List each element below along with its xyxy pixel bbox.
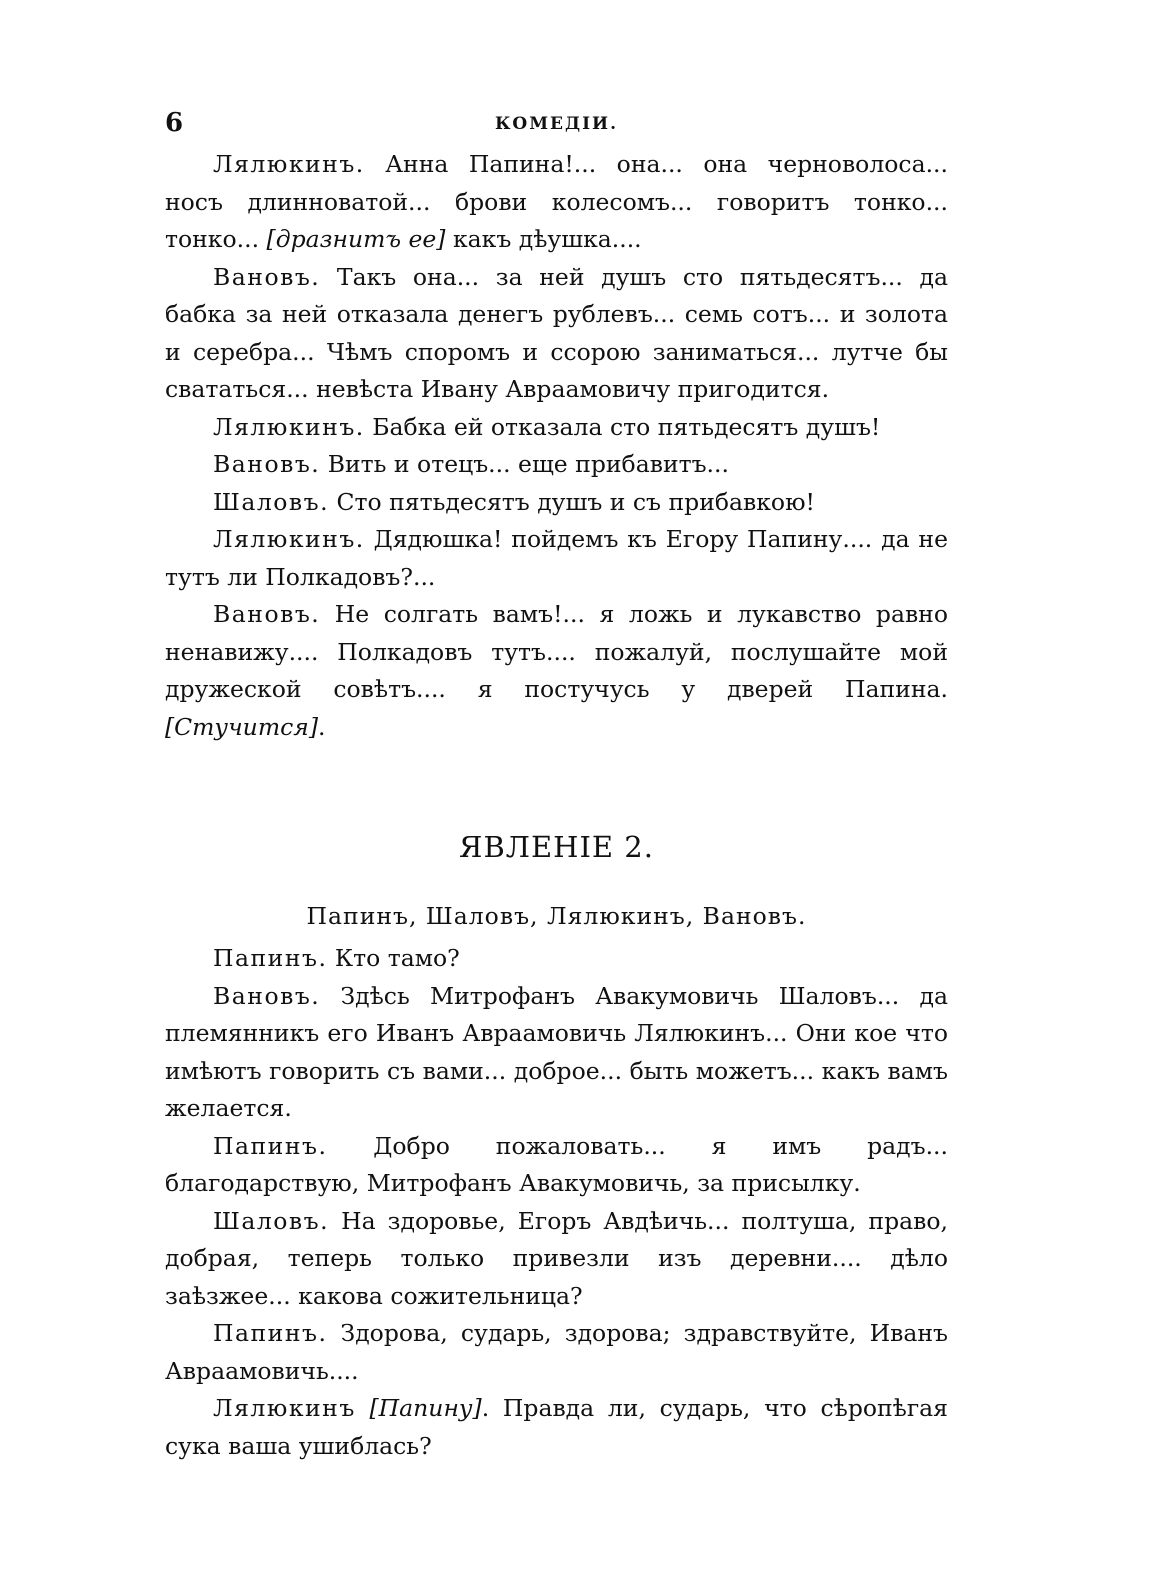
speaker-name: Шаловъ. (213, 1206, 330, 1235)
running-title: КОМЕДІИ. (494, 114, 619, 134)
line-text-continued: . (318, 712, 326, 741)
line-text: Кто тамо? (327, 944, 460, 972)
dialogue-line (165, 484, 948, 522)
speaker-name: Шаловъ. (213, 487, 330, 516)
stage-direction: [Папину] (369, 1394, 482, 1422)
scene-2-dialogue (165, 940, 948, 1465)
speaker-name: Папинъ. (213, 1319, 328, 1347)
speaker-name: Лялюкинъ (213, 1394, 356, 1422)
line-text-continued: . Правда ли, сударь, что сѣропѣгая сука ваша ушиблась? (165, 1394, 948, 1460)
dialogue-line (165, 409, 948, 447)
line-text: Анна Папина!... она... она черноволоса... носъ длинноватой... брови колесомъ... говоритъ тонко... тонко... (165, 150, 948, 253)
dialogue-line (165, 596, 948, 746)
line-text (356, 1394, 370, 1422)
speaker-name: Вановъ. (213, 262, 321, 291)
page-header (165, 100, 948, 140)
stage-direction: [Стучится] (165, 712, 318, 741)
book-page (165, 100, 948, 1465)
line-text: Здѣсь Митрофанъ Авакумовичь Шаловъ... да племянникъ его Иванъ Авраамовичь Лялюкинъ... Они кое что имѣютъ говорить съ вами... доброе... быть можетъ... какъ вамъ желается. (165, 981, 948, 1122)
line-text: Не солгать вамъ!... я ложь и лукавство равно ненавижу.... Полкадовъ тутъ.... пожалуй, послушайте мой дружеской совѣтъ.... я постучусь у дверей Папина. (165, 600, 948, 703)
speaker-name: Лялюкинъ. (213, 412, 365, 441)
dialogue-line (165, 940, 948, 978)
speaker-name: Лялюкинъ. (213, 150, 365, 178)
speaker-name: Вановъ. (213, 981, 321, 1010)
line-text: Вить и отецъ... еще прибавитъ... (320, 450, 729, 478)
speaker-name: Лялюкинъ. (213, 525, 365, 553)
speaker-name: Папинъ. (213, 944, 328, 972)
line-text: На здоровье, Егоръ Авдѣичь... полтуша, право, добрая, теперь только привезли изъ деревни.... дѣло заѣзжее... какова сожительница? (165, 1206, 948, 1310)
speaker-name: Вановъ. (213, 600, 321, 628)
line-text: Бабка ей отказала сто пятьдесятъ душъ! (364, 412, 881, 441)
speaker-name: Папинъ. (213, 1131, 328, 1160)
line-text: Такъ она... за ней душъ сто пятьдесятъ... да бабка за ней отказала денегъ рублевъ... семь сотъ... и золота и серебра... Чѣмъ споромъ и ссорою заниматься... лутче бы свататься... невѣста Ивану Авраамовичу пригодится. (165, 262, 948, 403)
dialogue-line (165, 521, 948, 596)
dialogue-line (165, 1390, 948, 1465)
dialogue-line (165, 1203, 948, 1316)
dialogue-line (165, 146, 948, 259)
dialogue-line (165, 1315, 948, 1390)
dialogue-line (165, 1128, 948, 1203)
dialogue-line (165, 978, 948, 1128)
page-number: 6 (165, 108, 184, 138)
scene-1-dialogue (165, 146, 948, 746)
line-text: Добро пожаловать... я имъ радъ... благодарствую, Митрофанъ Авакумовичь, за присылку. (165, 1131, 948, 1197)
scene-heading: ЯВЛЕНІЕ 2. (459, 830, 654, 864)
dialogue-line (165, 446, 948, 484)
scene-cast-list: Папинъ, Шаловъ, Лялюкинъ, Вановъ. (306, 902, 807, 930)
line-text-continued: какъ дѣушка.... (445, 225, 642, 253)
dialogue-line (165, 259, 948, 409)
line-text: Сто пятьдесятъ душъ и съ прибавкою! (329, 487, 815, 516)
line-text: Дядюшка! пойдемъ къ Егору Папину.... да не тутъ ли Полкадовъ?... (165, 525, 948, 591)
stage-direction: [дразнитъ ее] (266, 225, 446, 253)
line-text: Здорова, сударь, здорова; здравствуйте, Иванъ Авраамовичь.... (165, 1319, 948, 1385)
speaker-name: Вановъ. (213, 450, 321, 478)
